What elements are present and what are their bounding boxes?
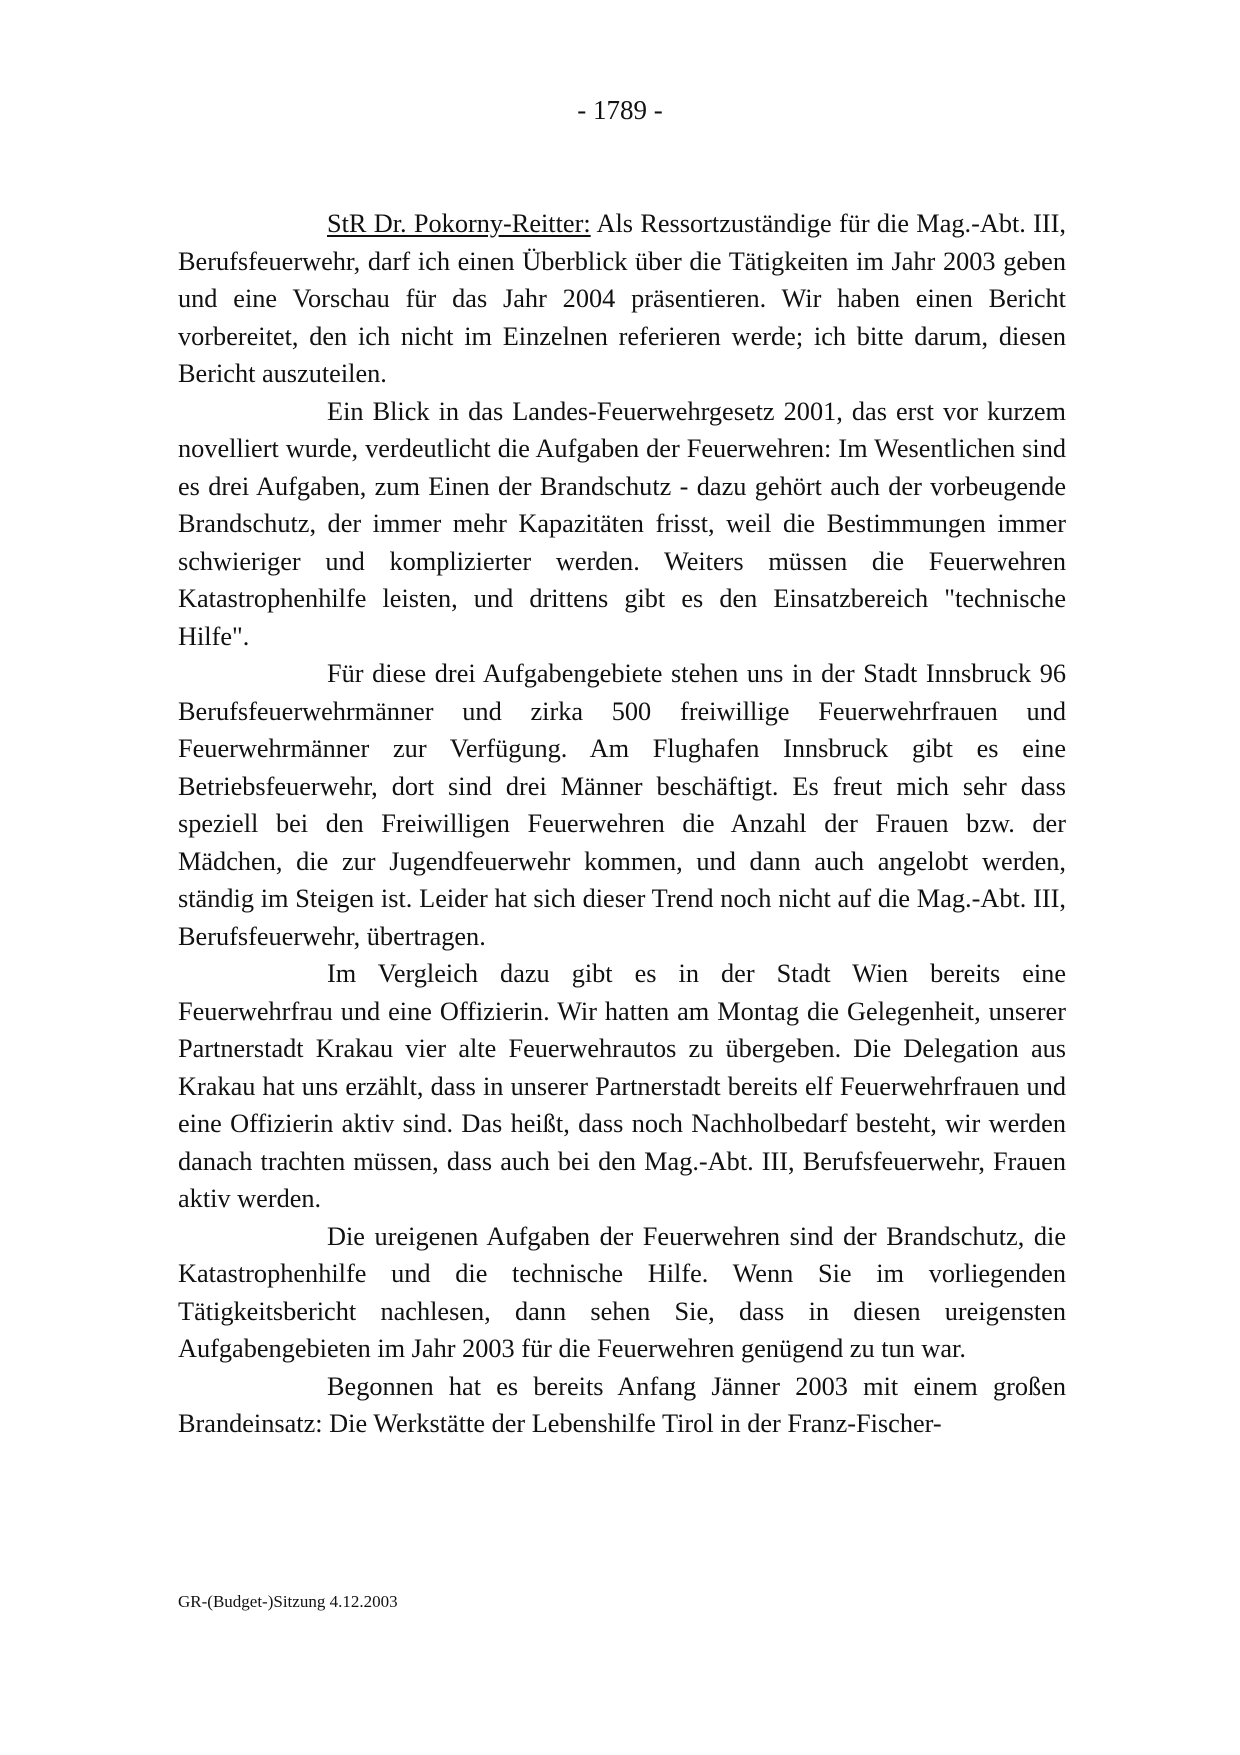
paragraph-3: Für diese drei Aufgabengebiete stehen uns in der Stadt Innsbruck 96 Berufsfeuerwehrmänner und zirka 500 freiwillige Feuerwehrfrauen und Feuerwehrmänner zur Verfügung. Am Flughafen Innsbruck gibt es eine Betriebsfeuerwehr, dort sind drei Männer beschäftigt. Es freut mich sehr dass speziell bei den Freiwilligen Feuerwehren die Anzahl der Frauen bzw. der Mädchen, die zur Jugendfeuerwehr kommen, und dann auch angelobt werden, ständig im Steigen ist. Leider hat sich dieser Trend noch nicht auf die Mag.-Abt. III, Berufsfeuerwehr, übertragen. (178, 659, 1066, 951)
paragraph-1-text: Als Ressortzuständige für die Mag.-Abt. III, Berufsfeuerwehr, darf ich einen Überblick über die Tätigkeiten im Jahr 2003 geben und eine Vorschau für das Jahr 2004 präsentieren. Wir haben einen Bericht vorbereitet, den ich nicht im Einzelnen referieren werde; ich bitte darum, diesen Bericht auszuteilen. (178, 209, 1066, 388)
footer-session-date: GR-(Budget-)Sitzung 4.12.2003 (178, 1592, 398, 1611)
paragraph-5: Die ureigenen Aufgaben der Feuerwehren sind der Brandschutz, die Katastrophenhilfe und die technische Hilfe. Wenn Sie im vorliegenden Tätigkeitsbericht nachlesen, dann sehen Sie, dass in diesen ureigensten Aufgabengebieten im Jahr 2003 für die Feuerwehren genügend zu tun war. (178, 1221, 1066, 1363)
paragraph-1 (178, 205, 1066, 393)
paragraph-4: Im Vergleich dazu gibt es in der Stadt Wien bereits eine Feuerwehrfrau und eine Offizierin. Wir hatten am Montag die Gelegenheit, unserer Partnerstadt Krakau vier alte Feuerwehrautos zu übergeben. Die Delegation aus Krakau hat uns erzählt, dass in unserer Partnerstadt bereits elf Feuerwehrfrauen und eine Offizierin aktiv sind. Das heißt, dass noch Nachholbedarf besteht, wir werden danach trachten müssen, dass auch bei den Mag.-Abt. III, Berufsfeuerwehr, Frauen aktiv werden. (178, 959, 1066, 1213)
speech-body (178, 205, 1066, 1443)
paragraph-2: Ein Blick in das Landes-Feuerwehrgesetz 2001, das erst vor kurzem novelliert wurde, verdeutlicht die Aufgaben der Feuerwehren: Im Wesentlichen sind es drei Aufgaben, zum Einen der Brandschutz - dazu gehört auch der vorbeugende Brandschutz, der immer mehr Kapazitäten frisst, weil die Bestimmungen immer schwieriger und komplizierter werden. Weiters müssen die Feuerwehren Katastrophenhilfe leisten, und drittens gibt es den Einsatzbereich "technische Hilfe". (178, 396, 1066, 651)
page-number: - 1789 - (577, 95, 663, 125)
speaker-name: StR Dr. Pokorny-Reitter: (327, 209, 591, 238)
paragraph-6: Begonnen hat es bereits Anfang Jänner 2003 mit einem großen Brandeinsatz: Die Werkstätte der Lebenshilfe Tirol in der Franz-Fischer- (178, 1371, 1066, 1438)
